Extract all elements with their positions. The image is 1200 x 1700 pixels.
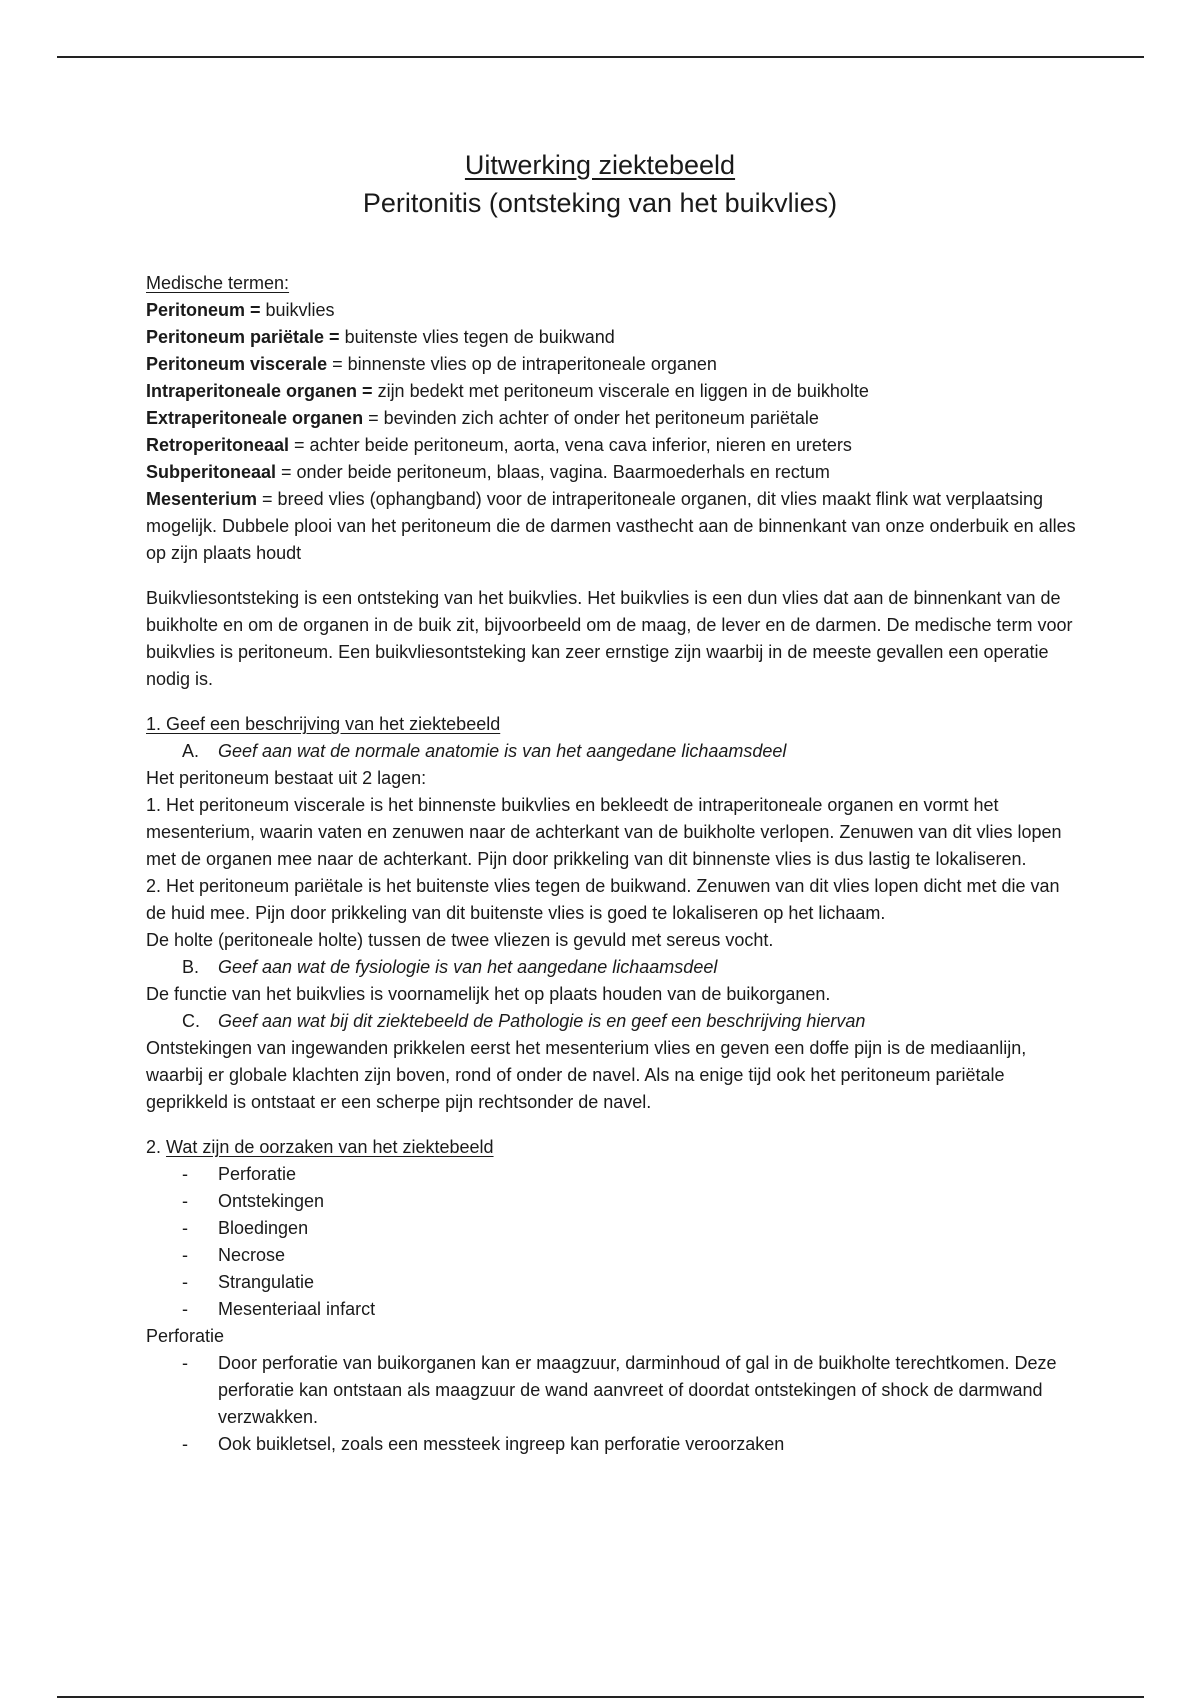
perforatie-list xyxy=(146,1350,1076,1458)
term-item xyxy=(146,378,1076,405)
term-definition: = onder beide peritoneum, blaas, vagina. Baarmoederhals en rectum xyxy=(276,462,830,482)
question-a-letter: A. xyxy=(182,741,200,761)
spacer xyxy=(146,1116,1076,1134)
term-item xyxy=(146,486,1076,567)
term-name: Intraperitoneale organen = xyxy=(146,381,373,401)
question-b-letter: B. xyxy=(182,957,200,977)
answer-a-intro: Het peritoneum bestaat uit 2 lagen: xyxy=(146,768,427,788)
question-b-text: Geef aan wat de fysiologie is van het aangedane lichaamsdeel xyxy=(218,957,718,977)
term-name: Retroperitoneaal xyxy=(146,435,290,455)
question-c-text: Geef aan wat bij dit ziektebeeld de Pathologie is en geef een beschrijving hiervan xyxy=(218,1011,866,1031)
cause-item: - Bloedingen xyxy=(146,1215,1076,1242)
footer-rule xyxy=(57,1696,1144,1698)
term-definition: = breed vlies (ophangband) voor de intraperitoneale organen, dit vlies maakt flink wat verplaatsing mogelijk. Dubbele plooi van het peritoneum die de darmen vasthecht aan de binnenkant van onze onderbuik en alles op zijn plaats houdt xyxy=(146,489,1076,563)
term-item xyxy=(146,432,1076,459)
term-name: Extraperitoneale organen xyxy=(146,408,364,428)
term-item xyxy=(146,324,1076,351)
term-name: Mesenterium xyxy=(146,489,258,509)
document-subtitle: Peritonitis (ontsteking van het buikvlies) xyxy=(362,188,838,218)
perforatie-item: - Door perforatie van buikorganen kan er maagzuur, darminhoud of gal in de buikholte terechtkomen. Deze perforatie kan ontstaan als maagzuur de wand aanvreet of doordat ontstekingen of shock de darmwand verzwakken. xyxy=(146,1350,1076,1431)
section1-heading xyxy=(146,711,1076,738)
term-definition: buikvlies xyxy=(260,300,335,320)
question-c xyxy=(146,1008,1076,1035)
answer-b: De functie van het buikvlies is voornamelijk het op plaats houden van de buikorganen. xyxy=(146,984,831,1004)
term-name: Peritoneum viscerale xyxy=(146,354,328,374)
term-item xyxy=(146,351,1076,378)
term-name: Peritoneum pariëtale = xyxy=(146,327,340,347)
term-definition: zijn bedekt met peritoneum viscerale en liggen in de buikholte xyxy=(372,381,869,401)
answer-a-paragraph-3: De holte (peritoneale holte) tussen de twee vliezen is gevuld met sereus vocht. xyxy=(146,930,774,950)
term-definition: = binnenste vlies op de intraperitoneale organen xyxy=(327,354,717,374)
header-rule xyxy=(57,56,1144,58)
section2-heading-number: 2. xyxy=(146,1137,167,1157)
document-title: Uitwerking ziektebeeld xyxy=(464,150,736,180)
section2-heading xyxy=(146,1134,1076,1161)
intro-paragraph: Buikvliesontsteking is een ontsteking van het buikvlies. Het buikvlies is een dun vlies dat aan de binnenkant van de buikholte en om de organen in de buik zit, bijvoorbeeld om de maag, de lever en de darmen. De medische term voor buikvlies is peritoneum. Een buikvliesontsteking kan zeer ernstige zijn waarbij in de meeste gevallen een operatie nodig is. xyxy=(146,588,1073,689)
document-body xyxy=(146,270,1076,1458)
cause-item: - Strangulatie xyxy=(146,1269,1076,1296)
spacer xyxy=(146,693,1076,711)
term-name: Subperitoneaal xyxy=(146,462,277,482)
term-definition: buitenste vlies tegen de buikwand xyxy=(339,327,615,347)
section1-heading-text: 1. Geef een beschrijving van het ziektebeeld xyxy=(146,714,501,734)
question-a xyxy=(146,738,1076,765)
answer-a-paragraph-2: 2. Het peritoneum pariëtale is het buitenste vlies tegen de buikwand. Zenuwen van dit vlies lopen dicht met die van de huid mee. Pijn door prikkeling van dit buitenste vlies is goed te lokaliseren op het lichaam. xyxy=(146,876,1060,923)
title-block xyxy=(0,146,1200,222)
term-item xyxy=(146,459,1076,486)
cause-item: - Ontstekingen xyxy=(146,1188,1076,1215)
cause-item: - Mesenteriaal infarct xyxy=(146,1296,1076,1323)
causes-list xyxy=(146,1161,1076,1323)
spacer xyxy=(146,567,1076,585)
term-name: Peritoneum = xyxy=(146,300,261,320)
question-a-text: Geef aan wat de normale anatomie is van het aangedane lichaamsdeel xyxy=(218,741,787,761)
perforatie-heading: Perforatie xyxy=(146,1326,225,1346)
question-c-letter: C. xyxy=(182,1011,200,1031)
term-definition: = achter beide peritoneum, aorta, vena cava inferior, nieren en ureters xyxy=(289,435,852,455)
answer-a-paragraph-1: 1. Het peritoneum viscerale is het binnenste buikvlies en bekleedt de intraperitoneale organen en vormt het mesenterium, waarin vaten en zenuwen naar de achterkant van de buikholte verlopen. Zenuwen van dit vlies lopen met de organen mee naar de achterkant. Pijn door prikkeling van dit binnenste vlies is dus lastig te lokaliseren. xyxy=(146,795,1062,869)
question-b xyxy=(146,954,1076,981)
term-definition: = bevinden zich achter of onder het peritoneum pariëtale xyxy=(363,408,819,428)
term-item xyxy=(146,297,1076,324)
cause-item: - Perforatie xyxy=(146,1161,1076,1188)
perforatie-item: - Ook buikletsel, zoals een messteek ingreep kan perforatie veroorzaken xyxy=(146,1431,1076,1458)
terms-heading: Medische termen: xyxy=(146,273,290,293)
section2-heading-text: Wat zijn de oorzaken van het ziektebeeld xyxy=(166,1137,494,1157)
cause-item: - Necrose xyxy=(146,1242,1076,1269)
term-item xyxy=(146,405,1076,432)
answer-c: Ontstekingen van ingewanden prikkelen eerst het mesenterium vlies en geven een doffe pijn is de mediaanlijn, waarbij er globale klachten zijn boven, rond of onder de navel. Als na enige tijd ook het peritoneum pariëtale geprikkeld is ontstaat er een scherpe pijn rechtsonder de navel. xyxy=(146,1038,1027,1112)
